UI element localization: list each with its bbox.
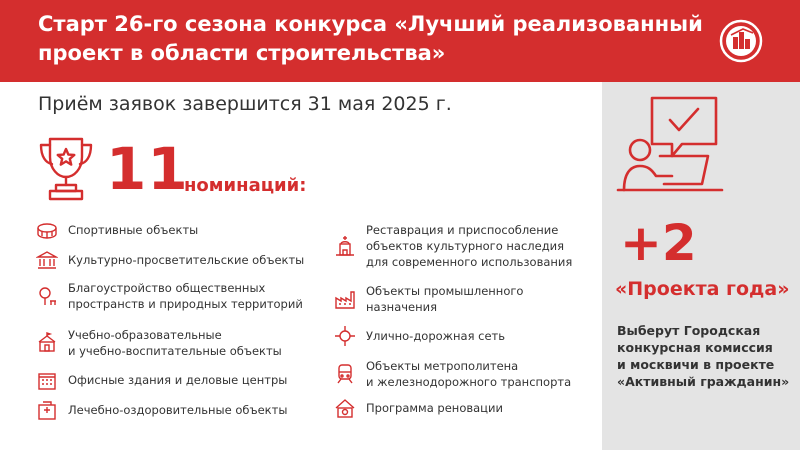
header-banner bbox=[0, 0, 800, 82]
nomination-label: Реставрация и приспособление объектов культурного наследия для современного использования bbox=[366, 223, 573, 269]
nomination-item bbox=[334, 283, 523, 315]
deadline-text: Приём заявок завершится 31 мая 2025 г. bbox=[38, 93, 452, 115]
nomination-label: Улично-дорожная сеть bbox=[366, 329, 506, 343]
nomination-label: Объекты промышленного назначения bbox=[366, 284, 524, 314]
page-title: Старт 26-го сезона конкурса «Лучший реализованный проект в области строительства» bbox=[38, 12, 703, 65]
park-tree-icon bbox=[36, 285, 58, 307]
nomination-label: Благоустройство общественных пространств и природных территорий bbox=[68, 281, 303, 311]
nomination-label: Программа реновации bbox=[366, 401, 503, 415]
heritage-church-icon bbox=[334, 235, 356, 257]
plus-count: +2 bbox=[620, 214, 697, 272]
nominations-count: 11 bbox=[106, 135, 189, 203]
nomination-item bbox=[36, 249, 304, 271]
nomination-item bbox=[334, 397, 503, 419]
office-building-icon bbox=[36, 369, 58, 391]
nomination-label: Культурно-просветительские объекты bbox=[68, 253, 305, 267]
stadium-icon bbox=[36, 219, 58, 241]
metro-train-icon bbox=[334, 363, 356, 385]
renovation-house-icon bbox=[334, 397, 356, 419]
logo-emblem-icon bbox=[719, 19, 763, 63]
museum-icon bbox=[36, 249, 58, 271]
nomination-item bbox=[334, 358, 571, 390]
trophy-icon bbox=[34, 133, 98, 203]
project-year-label: «Проекта года» bbox=[615, 278, 790, 300]
side-description: Выберут Городская конкурсная комиссия и москвичи в проекте «Активный гражданин» bbox=[617, 323, 790, 389]
nomination-item bbox=[36, 369, 287, 391]
nomination-item bbox=[36, 399, 287, 421]
nomination-label: Лечебно-оздоровительные объекты bbox=[68, 403, 288, 417]
voting-person-icon bbox=[612, 92, 732, 204]
nomination-item bbox=[36, 219, 198, 241]
school-icon bbox=[36, 332, 58, 354]
nomination-label: Учебно-образовательные и учебно-воспитательные объекты bbox=[68, 328, 282, 358]
nomination-label: Объекты метрополитена и железнодорожного транспорта bbox=[366, 359, 572, 389]
nomination-item bbox=[36, 327, 282, 359]
hospital-icon bbox=[36, 399, 58, 421]
nomination-item bbox=[334, 325, 505, 347]
nomination-item bbox=[334, 222, 572, 270]
factory-icon bbox=[334, 288, 356, 310]
nomination-label: Спортивные объекты bbox=[68, 223, 199, 237]
nomination-item bbox=[36, 280, 303, 312]
nominations-label: номинаций: bbox=[184, 175, 307, 196]
road-junction-icon bbox=[334, 325, 356, 347]
nomination-label: Офисные здания и деловые центры bbox=[68, 373, 288, 387]
